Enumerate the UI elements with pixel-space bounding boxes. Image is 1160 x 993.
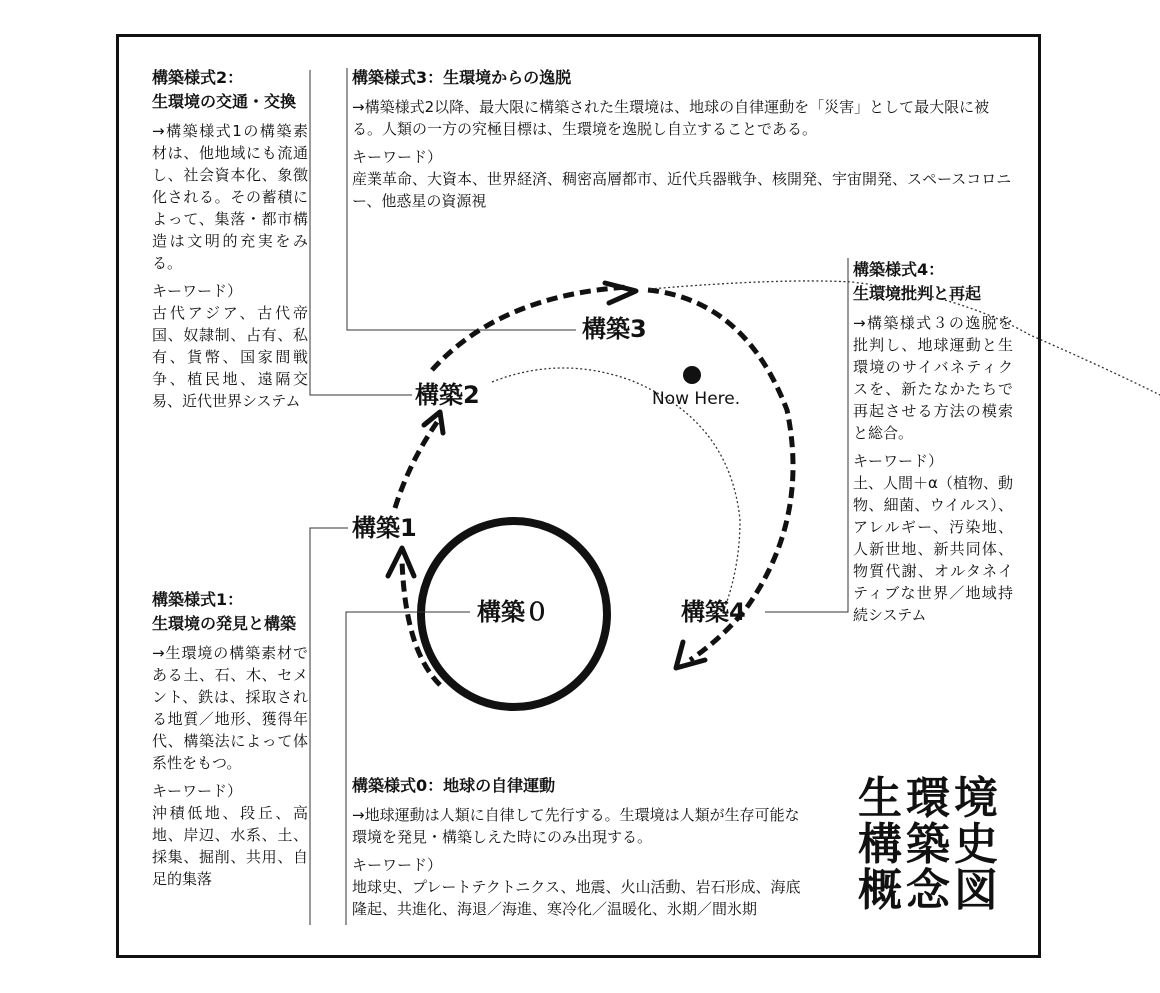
style4-subtitle: 生環境批判と再起 — [853, 284, 982, 303]
style1-keywords: 沖積低地、段丘、高地、岸辺、水系、土、採集、掘削、共用、自足的集落 — [152, 804, 308, 888]
style4-block — [853, 258, 1013, 626]
style3-keywords: 産業革命、大資本、世界経済、稠密高層都市、近代兵器戦争、核開発、宇宙開発、スペースコロニー、他惑星の資源視 — [352, 170, 1012, 210]
style1-subtitle: 生環境の発見と構築 — [152, 614, 297, 633]
style4-description: →構築様式３の逸脱を批判し、地球運動と生環境のサイバネティクスを、新たなかたちで再起させる方法の模索と総合。 — [853, 314, 1013, 442]
node-label-2: 構築2 — [415, 381, 480, 409]
style3-title: 構築様式3：生環境からの逸脱 — [352, 68, 572, 87]
style1-description: →生環境の構築素材である土、石、木、セメント、鉄は、採取される地質／地形、獲得年代、構築法によって体系性をもつ。 — [152, 644, 308, 772]
style2-description: →構築様式1の構築素材は、他地域にも流通し、社会資本化、象徴化される。その蓄積によって、集落・都市構造は文明的充実をみる。 — [152, 122, 308, 272]
now-here-dot — [683, 366, 701, 384]
style3-block — [352, 66, 1012, 212]
arrowhead-3 — [605, 283, 636, 303]
style2-block — [152, 66, 308, 412]
style2-subtitle: 生環境の交通・交換 — [152, 92, 297, 111]
style0-keyword-label: キーワード） — [352, 856, 443, 874]
node-label-1: 構築1 — [352, 514, 417, 542]
style0-block — [352, 774, 812, 920]
style1-title: 構築様式1： — [152, 590, 244, 609]
style0-keywords: 地球史、プレートテクトニクス、地震、火山活動、岩石形成、海底隆起、共進化、海退／海進、寒冷化／温暖化、氷期／間氷期 — [352, 878, 801, 918]
style4-title: 構築様式4： — [853, 260, 945, 279]
now-here-label: Now Here. — [652, 389, 741, 409]
style2-keyword-label: キーワード） — [152, 282, 243, 300]
diagram-title-line3: 概念図 — [858, 865, 1002, 916]
style4-keywords: 土、人間＋α（植物、動物、細菌、ウイルス）、アレルギー、汚染地、人新世地、新共同体、物質代謝、オルタネイティブな世界／地域持続システム — [853, 474, 1013, 624]
diagram-title-line1: 生環境 — [858, 773, 1002, 824]
node-label-3: 構築3 — [582, 315, 647, 343]
node-label-0: 構築０ — [477, 598, 549, 626]
style1-block — [152, 588, 308, 890]
leader-line-style1 — [310, 528, 348, 925]
style0-description: →地球運動は人類に自律して先行する。生環境は人類が生存可能な環境を発見・構築しえた時にのみ出現する。 — [352, 806, 800, 846]
style3-keyword-label: キーワード） — [352, 148, 443, 166]
style2-keywords: 古代アジア、古代帝国、奴隷制、占有、私有、貨幣、国家間戦争、植民地、遠隔交易、近代世界システム — [152, 304, 308, 410]
style1-keyword-label: キーワード） — [152, 782, 243, 800]
style3-description: →構築様式2以降、最大限に構築された生環境は、地球の自律運動を「災害」として最大限に被る。人類の一方の究極目標は、生環境を逸脱し自立することである。 — [352, 98, 990, 138]
node-label-4: 構築4 — [681, 598, 746, 626]
arrow-1-to-2 — [395, 418, 440, 508]
style4-keyword-label: キーワード） — [853, 452, 944, 470]
diagram-title-line2: 構築史 — [858, 819, 1002, 870]
leader-line-style4 — [765, 258, 848, 612]
style0-title: 構築様式0：地球の自律運動 — [352, 776, 556, 795]
style2-title: 構築様式2： — [152, 68, 244, 87]
diagram-title — [858, 773, 1002, 916]
